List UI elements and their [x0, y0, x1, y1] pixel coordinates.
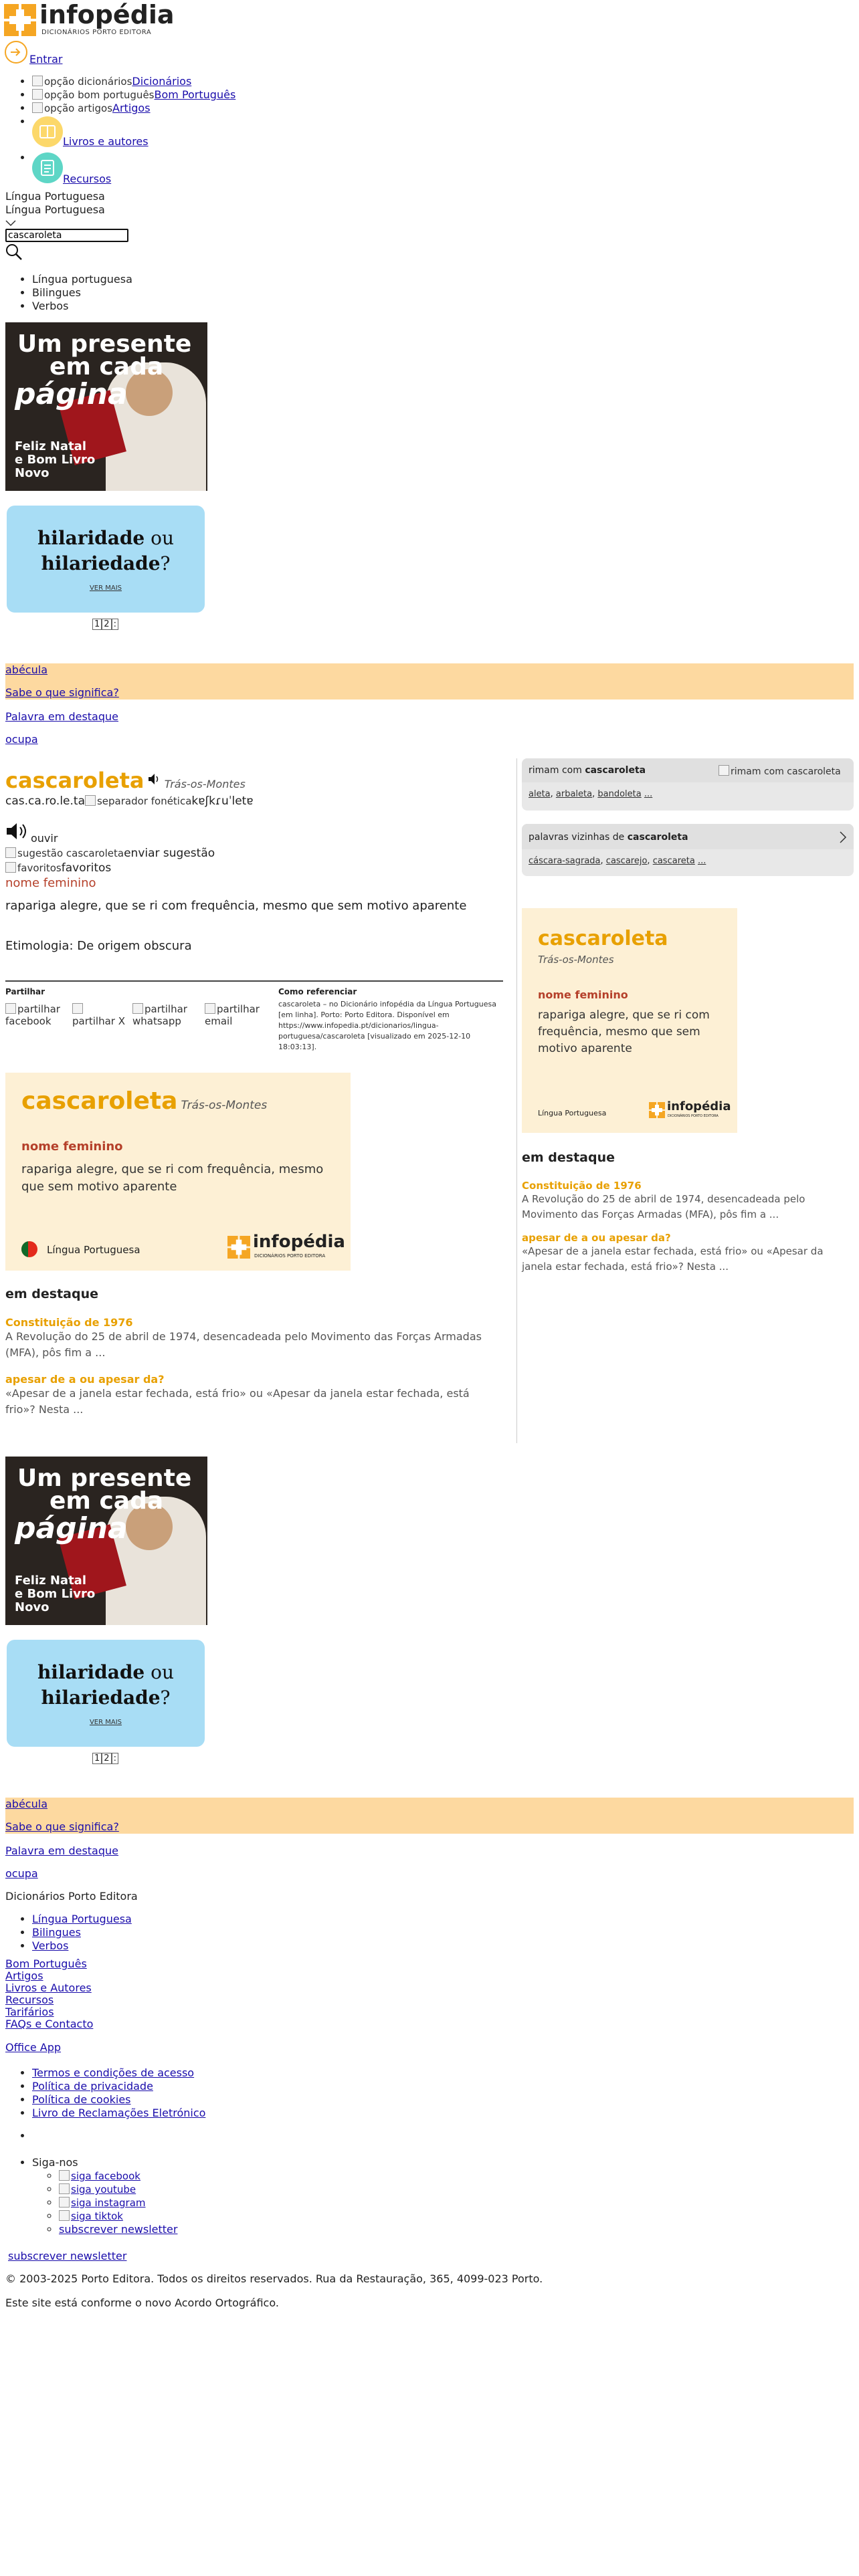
- card-headword: cascaroleta: [21, 1087, 178, 1115]
- social-list: [32, 2169, 177, 2236]
- sidebar-highlight-text: «Apesar de a janela estar fechada, está frio» ou «Apesar da janela estar fechada, está frio»? Nesta ...: [522, 1245, 824, 1273]
- sidebar-card-brand-icon: [649, 1102, 665, 1118]
- share-email-label: partilhar email: [205, 1003, 265, 1027]
- footer-legal-link[interactable]: Política de cookies: [32, 2093, 131, 2106]
- dictionary-options: [5, 273, 132, 313]
- newsletter-subscribe-link[interactable]: subscrever newsletter: [8, 2250, 127, 2262]
- card-brand-sub: DICIONÁRIOS PORTO EDITORA: [254, 1253, 326, 1259]
- nav-item-recursos[interactable]: [32, 151, 367, 185]
- option-verbos[interactable]: • Verbos: [32, 300, 132, 313]
- newsletter-item[interactable]: [59, 2223, 177, 2236]
- neighbors-word: cascaroleta: [627, 832, 688, 843]
- sidebar-highlight-title[interactable]: apesar de a ou apesar da?: [522, 1232, 671, 1244]
- card-brand-icon: [227, 1236, 250, 1259]
- neighbor-link[interactable]: cáscara-sagrada: [529, 856, 601, 866]
- footer-links: [5, 1958, 93, 2030]
- footer-empty-item: [32, 2129, 35, 2143]
- ad-word2: hilariedade: [41, 1687, 161, 1709]
- promo-sub2: e Bom Livro: [15, 453, 96, 467]
- phonetic-separator-icon: separador fonética: [85, 795, 191, 807]
- promo-sub1: Feliz Natal: [15, 1574, 86, 1588]
- follow-text: Siga-nos: [32, 2156, 78, 2169]
- promo-sub3: Novo: [15, 466, 50, 480]
- headword: cascaroleta: [5, 768, 145, 793]
- sidebar-card-definition: rapariga alegre, que se ri com frequência, mesmo que sem motivo aparente: [538, 1008, 710, 1055]
- strip-abecula-link[interactable]: abécula: [5, 1798, 47, 1810]
- login-label[interactable]: Entrar: [29, 53, 63, 66]
- cite-title: Como referenciar: [278, 987, 357, 996]
- suggest-icon: sugestão cascaroleta: [5, 847, 124, 859]
- resources-icon: [32, 152, 63, 183]
- neighbors-list: cáscara-sagrada, cascarejo, cascareta ...: [529, 856, 706, 866]
- neighbors-prefix: palavras vizinhas de: [529, 832, 625, 843]
- chevron-down-icon[interactable]: [5, 220, 16, 227]
- rhymes-more-link[interactable]: ...: [644, 789, 653, 799]
- ad-word1: hilaridade: [37, 527, 145, 549]
- footer-dict-link[interactable]: Bilingues: [32, 1926, 81, 1939]
- share-whatsapp-label: partilhar whatsapp: [132, 1003, 199, 1027]
- nav-item-livros[interactable]: [32, 115, 367, 148]
- instagram-icon[interactable]: siga instagram: [59, 2196, 146, 2210]
- pager-3[interactable]: :: [112, 619, 118, 630]
- promo-banner[interactable]: [5, 322, 207, 491]
- nav-bom-portugues-link[interactable]: Bom Português: [154, 88, 236, 101]
- promo-sub2: e Bom Livro: [15, 1587, 96, 1601]
- footer-dict-link[interactable]: Língua Portuguesa: [32, 1913, 132, 1925]
- entry-headline: [5, 768, 246, 793]
- strip-ocupa[interactable]: ocupa: [5, 733, 38, 746]
- suggest-button[interactable]: [5, 847, 215, 860]
- neighbors-more-link[interactable]: ...: [697, 856, 706, 866]
- footer-legal-item[interactable]: [32, 2080, 205, 2093]
- definition: rapariga alegre, que se ri com frequência, mesmo que sem motivo aparente: [5, 899, 467, 913]
- facebook-icon[interactable]: siga facebook: [59, 2169, 140, 2183]
- highlights-list: [5, 1316, 487, 1418]
- footer-legal-link[interactable]: Termos e condições de acesso: [32, 2066, 195, 2079]
- share-facebook-label: partilhar facebook: [5, 1003, 67, 1027]
- sidebar-divider: [516, 758, 517, 1443]
- promo-sub: [15, 440, 95, 480]
- footer-link[interactable]: Artigos: [5, 1969, 43, 1982]
- share-whatsapp[interactable]: [132, 1003, 199, 1027]
- footer-dictionaries: [5, 1913, 132, 1953]
- logo-name: infopédia: [39, 0, 175, 29]
- ad-word2: hilariedade: [41, 552, 161, 574]
- pager-3[interactable]: :: [112, 1753, 118, 1764]
- nav-dicionarios-link[interactable]: Dicionários: [132, 75, 192, 88]
- footer-legal-link[interactable]: Livro de Reclamações Eletrónico: [32, 2107, 206, 2119]
- favorites-button[interactable]: [5, 861, 111, 875]
- option-lingua-portuguesa[interactable]: • Língua portuguesa: [32, 273, 132, 286]
- ad-cta[interactable]: VER MAIS: [89, 1719, 122, 1726]
- rhymes-image: [719, 765, 841, 777]
- rhymes-image-alt: rimam com cascaroleta: [719, 765, 841, 777]
- strip-abecula[interactable]: [5, 663, 854, 700]
- neighbor-link[interactable]: cascareta: [652, 856, 695, 866]
- pager-2[interactable]: 2: [102, 1753, 111, 1764]
- favorites-icon: favoritos: [5, 862, 62, 874]
- syllables: cas.ca.ro.le.ta: [5, 794, 85, 808]
- nav-item-dicionarios[interactable]: [32, 75, 367, 88]
- sidebar-card-lang: Língua Portuguesa: [538, 1109, 607, 1117]
- ad-text: [7, 526, 205, 576]
- footer-link[interactable]: Bom Português: [5, 1957, 87, 1970]
- ad-question-mark: ?: [160, 1687, 171, 1709]
- main-nav: [5, 75, 367, 185]
- listen-button[interactable]: [5, 821, 58, 845]
- footer-dict-item[interactable]: [32, 1926, 132, 1939]
- card-definition: rapariga alegre, que se ri com frequência, mesmo que sem motivo aparente: [21, 1162, 324, 1194]
- ad-conj: ou: [151, 527, 175, 549]
- sidebar-card-headword: cascaroleta: [538, 927, 668, 950]
- option-bilingues[interactable]: • Bilingues: [32, 286, 132, 300]
- footer-link[interactable]: FAQs e Contacto: [5, 2018, 94, 2030]
- share-facebook[interactable]: [5, 1003, 67, 1027]
- part-of-speech: nome feminino: [5, 876, 96, 890]
- share-title: Partilhar: [5, 987, 45, 996]
- rhymes-word: cascaroleta: [585, 765, 646, 776]
- ad-text: [7, 1660, 205, 1711]
- youtube-icon[interactable]: siga youtube: [59, 2183, 136, 2196]
- promo-sub: [15, 1574, 95, 1614]
- promo-line2: em cada: [50, 353, 164, 381]
- neighbor-link[interactable]: cascarejo: [605, 856, 648, 866]
- promo-banner[interactable]: [5, 1457, 207, 1625]
- promo-sub3: Novo: [15, 1600, 50, 1614]
- suggest-label: enviar sugestão: [124, 847, 215, 860]
- card-brand: infopédia: [253, 1232, 345, 1252]
- rhymes-list: aleta, arbaleta, bandoleta ...: [529, 789, 653, 799]
- share-email[interactable]: [205, 1003, 265, 1027]
- favorites-label: favoritos: [61, 861, 112, 875]
- phonetic: kɐʃkɾuˈletɐ: [191, 794, 254, 808]
- newsletter-link[interactable]: subscrever newsletter: [59, 2223, 178, 2236]
- highlight-title[interactable]: Constituição de 1976: [5, 1316, 133, 1329]
- login-icon: [4, 40, 28, 64]
- ad-pager: [92, 617, 118, 629]
- nav-item-bom-portugues[interactable]: [32, 88, 367, 102]
- footer-dict-item[interactable]: [32, 1913, 132, 1926]
- rhymes-prefix: rimam com: [529, 765, 582, 776]
- footer-brand: Dicionários Porto Editora: [5, 1890, 138, 1903]
- neighbors-title: [529, 832, 688, 843]
- rhyme-link[interactable]: aleta: [529, 789, 551, 799]
- tiktok-icon[interactable]: siga tiktok: [59, 2210, 123, 2223]
- strip-sabe-link[interactable]: Sabe o que significa?: [5, 686, 119, 699]
- portugal-flag-icon: [21, 1241, 37, 1257]
- pager-1[interactable]: 1: [92, 1753, 102, 1764]
- logo-tagline: DICIONÁRIOS PORTO EDITORA: [41, 29, 152, 36]
- strip-abecula[interactable]: [5, 1798, 854, 1834]
- strip-sabe-link[interactable]: Sabe o que significa?: [5, 1820, 119, 1833]
- footer-legal-link[interactable]: Política de privacidade: [32, 2080, 153, 2092]
- dictionary-select-display[interactable]: Língua Portuguesa: [5, 203, 105, 216]
- rhyme-link[interactable]: bandoleta: [597, 789, 642, 799]
- social-youtube[interactable]: [59, 2183, 177, 2196]
- footer-empty-list: [5, 2129, 35, 2143]
- card-region: Trás-os-Montes: [181, 1099, 268, 1112]
- articles-icon: opção artigos: [32, 102, 112, 115]
- footer-dict-item[interactable]: [32, 1939, 132, 1953]
- nav-recursos-link[interactable]: • Recursos: [63, 173, 112, 185]
- highlights-title: em destaque: [5, 1287, 99, 1301]
- social-facebook[interactable]: [59, 2169, 177, 2183]
- nav-item-artigos[interactable]: [32, 102, 367, 115]
- card-pos: nome feminino: [21, 1140, 123, 1154]
- ad-conj: ou: [151, 1661, 175, 1683]
- strip-palavra-destaque[interactable]: Palavra em destaque: [5, 1844, 118, 1857]
- ad-question-mark: ?: [160, 552, 171, 574]
- etymology: Etimologia: De origem obscura: [5, 939, 192, 953]
- bom-portugues-icon: opção bom português: [32, 88, 155, 102]
- chevron-right-icon[interactable]: [839, 831, 847, 843]
- footer-dict-link[interactable]: Verbos: [32, 1939, 69, 1952]
- footer-legal: [5, 2066, 205, 2120]
- office-app-link[interactable]: Office App: [5, 2041, 62, 2054]
- sidebar-card-pos: nome feminino: [538, 988, 628, 1001]
- sidebar-card-brand-sub: DICIONÁRIOS PORTO EDITORA: [668, 1114, 719, 1118]
- divider: [5, 980, 503, 982]
- speaker-icon[interactable]: [148, 773, 161, 785]
- share-card: [5, 1073, 351, 1271]
- footer-link[interactable]: Recursos: [5, 1994, 54, 2006]
- sidebar-highlights-list: [522, 1180, 850, 1275]
- highlight-text: «Apesar de a janela estar fechada, está frio» ou «Apesar da janela estar fechada, está frio»? Nesta ...: [5, 1387, 470, 1416]
- sidebar-card-region: Trás-os-Montes: [538, 954, 614, 966]
- social-instagram[interactable]: [59, 2196, 177, 2210]
- card-lang: Língua Portuguesa: [47, 1244, 140, 1256]
- books-icon: [32, 116, 63, 147]
- ad-pager: [92, 1751, 118, 1763]
- acordo-ortografico: Este site está conforme o novo Acordo Ortográfico.: [5, 2296, 279, 2309]
- ad-word1: hilaridade: [37, 1661, 145, 1683]
- share-x-label: partilhar X: [72, 1003, 126, 1027]
- ad-hilaridade[interactable]: [7, 506, 205, 613]
- sidebar-card: [522, 908, 737, 1133]
- promo-line2: em cada: [50, 1487, 164, 1515]
- highlight-text: A Revolução do 25 de abril de 1974, desencadeada pelo Movimento das Forças Armadas (MFA), pôs fim a ...: [5, 1330, 482, 1359]
- pager-2[interactable]: 2: [102, 619, 111, 630]
- headword-region: Trás-os-Montes: [164, 778, 246, 790]
- listen-label: ouvir: [31, 832, 58, 845]
- copyright: © 2003-2025 Porto Editora. Todos os direitos reservados. Rua da Restauração, 365, 4099-023 Porto.: [5, 2272, 543, 2285]
- search-area: [5, 190, 105, 230]
- footer-legal-item[interactable]: [32, 2066, 205, 2080]
- footer-link[interactable]: Tarifários: [5, 2006, 54, 2018]
- footer-social: [5, 2156, 177, 2236]
- listen-icon: [5, 821, 29, 841]
- strip-ocupa[interactable]: ocupa: [5, 1867, 38, 1880]
- social-tiktok[interactable]: [59, 2210, 177, 2223]
- nav-livros-link[interactable]: • Livros e autores: [63, 135, 149, 148]
- sidebar-highlight-title[interactable]: Constituição de 1976: [522, 1180, 642, 1192]
- sidebar-highlight-text: A Revolução do 25 de abril de 1974, desencadeada pelo Movimento das Forças Armadas (MFA), pôs fim a ...: [522, 1193, 805, 1220]
- strip-abecula-link[interactable]: abécula: [5, 663, 47, 676]
- footer-legal-item[interactable]: [32, 2093, 205, 2107]
- dictionaries-icon: opção dicionários: [32, 75, 132, 88]
- search-input[interactable]: [5, 229, 128, 242]
- strip-palavra-destaque[interactable]: Palavra em destaque: [5, 710, 118, 723]
- ad-hilaridade[interactable]: [7, 1640, 205, 1747]
- footer-legal-item[interactable]: [32, 2107, 205, 2120]
- card-headline: [21, 1087, 267, 1115]
- nav-artigos-link[interactable]: Artigos: [112, 102, 151, 114]
- rhymes-title: [529, 765, 646, 776]
- footer-link[interactable]: Livros e Autores: [5, 1981, 92, 1994]
- dictionary-select-value[interactable]: Língua Portuguesa: [5, 190, 105, 203]
- neighbors-box: [522, 824, 854, 876]
- rhymes-box: [522, 758, 854, 811]
- sidebar-card-brand: infopédia: [667, 1099, 731, 1113]
- promo-line3: página: [15, 377, 128, 411]
- search-icon[interactable]: [5, 243, 23, 261]
- cite-text: cascaroleta – no Dicionário infopédia da Língua Portuguesa [em linha]. Porto: Porto Editora. Disponível em https://www.infopedia.pt/dicionarios/lingua-portuguesa/cascaroleta [visualizado em 2025-12-10 18:03:13].: [278, 1000, 496, 1051]
- follow-label: [32, 2156, 177, 2236]
- pronunciation-line: [5, 794, 254, 808]
- logo-icon: [4, 4, 36, 36]
- ad-cta[interactable]: VER MAIS: [89, 584, 122, 592]
- promo-line1: Um presente: [17, 1465, 192, 1492]
- rhyme-link[interactable]: arbaleta: [555, 789, 593, 799]
- highlight-title[interactable]: apesar de a ou apesar da?: [5, 1373, 165, 1386]
- pager-1[interactable]: 1: [92, 619, 102, 630]
- promo-line1: Um presente: [17, 330, 192, 358]
- promo-line3: página: [15, 1511, 128, 1545]
- share-x[interactable]: [72, 1003, 126, 1027]
- sidebar-highlights-title: em destaque: [522, 1150, 615, 1165]
- promo-sub1: Feliz Natal: [15, 439, 86, 453]
